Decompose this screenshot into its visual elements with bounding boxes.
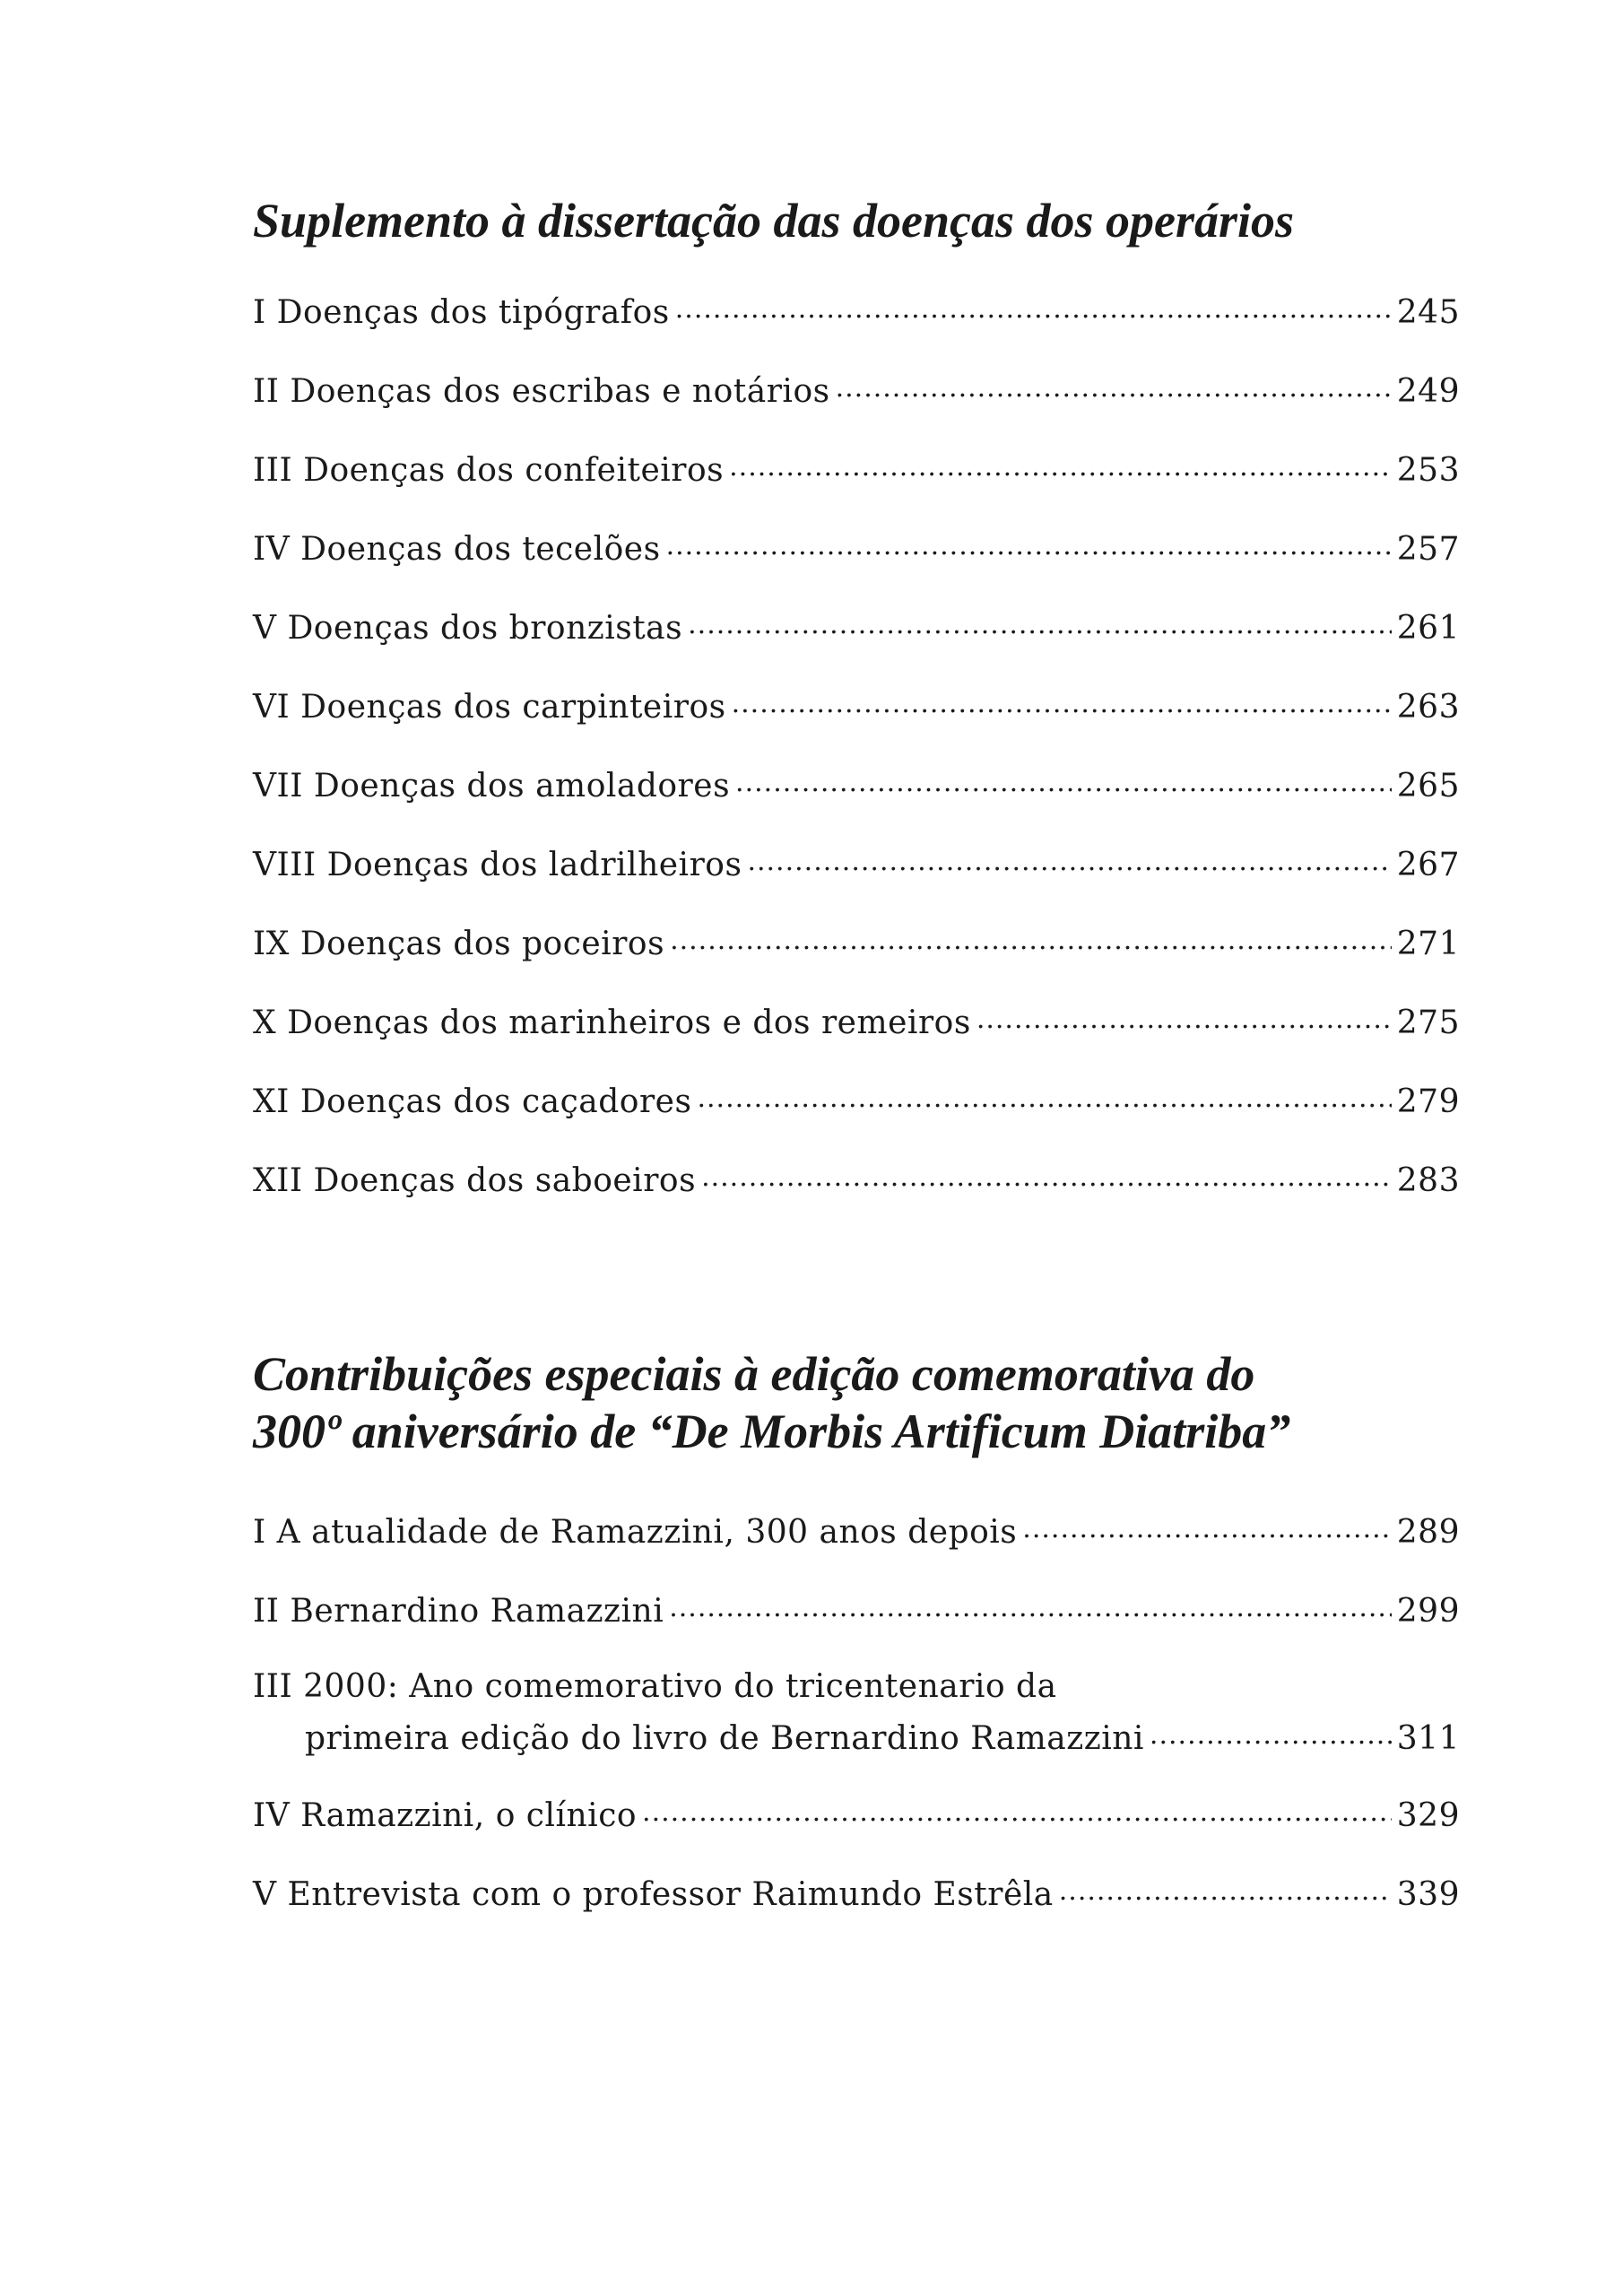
dot-leader <box>675 291 1392 323</box>
table-of-contents-page <box>253 0 1460 2296</box>
toc-entry-label: IV Ramazzini, o clínico <box>253 1797 638 1834</box>
toc-entry-page: 245 <box>1396 294 1460 331</box>
section-title-line: 300º aniversário de “De Morbis Artificum Diatriba” <box>253 1405 1291 1458</box>
toc-entry <box>253 1873 1460 1952</box>
toc-entry <box>253 1080 1460 1159</box>
toc-entry <box>253 1794 1460 1873</box>
toc-entry-page: 249 <box>1396 373 1460 410</box>
toc-entry-label: V Entrevista com o professor Raimundo Estrêla <box>253 1876 1054 1913</box>
dot-leader <box>747 843 1391 875</box>
toc-section-supplement <box>253 192 1460 1238</box>
toc-entry <box>253 922 1460 1001</box>
toc-entry-label: IV Doenças dos tecelões <box>253 531 661 568</box>
toc-entry-page: 265 <box>1396 768 1460 804</box>
section-title <box>253 1345 1460 1460</box>
toc-entry-label: VI Doenças dos carpinteiros <box>253 689 726 726</box>
dot-leader <box>732 685 1392 718</box>
toc-list <box>253 1510 1460 1952</box>
toc-entry-label: I A atualidade de Ramazzini, 300 anos depois <box>253 1514 1018 1551</box>
toc-entry <box>253 1001 1460 1080</box>
toc-entry-page: 271 <box>1396 926 1460 962</box>
toc-entry <box>253 1589 1460 1668</box>
toc-entry-page: 311 <box>1396 1720 1460 1757</box>
toc-entry-label: V Doenças dos bronzistas <box>253 610 683 647</box>
toc-entry <box>253 1159 1460 1238</box>
dot-leader <box>729 448 1392 481</box>
section-title-line: Contribuições especiais à edição comemorativa do <box>253 1347 1255 1401</box>
toc-entry-page: 263 <box>1396 689 1460 726</box>
toc-entry-label: X Doenças dos marinheiros e dos remeiros <box>253 1004 971 1041</box>
toc-entry-label: II Doenças dos escribas e notários <box>253 373 830 410</box>
toc-section-contributions <box>253 1345 1460 1952</box>
toc-entry-continuation <box>253 1717 1460 1757</box>
toc-entry <box>253 606 1460 685</box>
toc-entry <box>253 1510 1460 1589</box>
toc-entry-page: 283 <box>1396 1162 1460 1199</box>
toc-entry-label: VIII Doenças dos ladrilheiros <box>253 847 742 883</box>
dot-leader <box>688 606 1392 639</box>
dot-leader <box>1059 1873 1392 1905</box>
toc-list <box>253 291 1460 1238</box>
dot-leader <box>666 527 1392 560</box>
toc-entry-page: 257 <box>1396 531 1460 568</box>
dot-leader <box>976 1001 1392 1033</box>
section-title: Suplemento à dissertação das doenças dos operários <box>253 194 1295 248</box>
toc-entry-label: I Doenças dos tipógrafos <box>253 294 670 331</box>
toc-entry-page: 289 <box>1396 1514 1460 1551</box>
dot-leader <box>735 764 1392 796</box>
toc-entry <box>253 764 1460 843</box>
toc-entry-label: VII Doenças dos amoladores <box>253 768 731 804</box>
toc-entry-page: 339 <box>1396 1876 1460 1913</box>
toc-entry-label: III Doenças dos confeiteiros <box>253 452 725 489</box>
toc-entry-page: 275 <box>1396 1004 1460 1041</box>
toc-entry <box>253 843 1460 922</box>
toc-entry-page: 279 <box>1396 1083 1460 1120</box>
toc-entry <box>253 527 1460 606</box>
toc-entry <box>253 1668 1460 1794</box>
dot-leader <box>1150 1717 1392 1749</box>
dot-leader <box>669 1589 1392 1622</box>
toc-entry-label: XI Doenças dos caçadores <box>253 1083 692 1120</box>
toc-entry-label: II Bernardino Ramazzini <box>253 1593 664 1630</box>
toc-entry-page: 253 <box>1396 452 1460 489</box>
toc-entry-label: IX Doenças dos poceiros <box>253 926 665 962</box>
toc-entry <box>253 685 1460 764</box>
dot-leader <box>1022 1510 1391 1543</box>
dot-leader <box>697 1080 1391 1112</box>
toc-entry <box>253 291 1460 370</box>
dot-leader <box>642 1794 1392 1826</box>
toc-entry-page: 299 <box>1396 1593 1460 1630</box>
toc-entry-page: 267 <box>1396 847 1460 883</box>
dot-leader <box>836 370 1392 402</box>
toc-entry-label: primeira edição do livro de Bernardino Ramazzini <box>305 1720 1144 1757</box>
toc-entry <box>253 370 1460 448</box>
toc-entry-label: III 2000: Ano comemorativo do tricentenario da <box>253 1668 1057 1705</box>
dot-leader <box>701 1159 1392 1191</box>
toc-entry-label: XII Doenças dos saboeiros <box>253 1162 697 1199</box>
toc-entry <box>253 448 1460 527</box>
toc-entry-page: 261 <box>1396 610 1460 647</box>
toc-entry-page: 329 <box>1396 1797 1460 1834</box>
dot-leader <box>670 922 1392 954</box>
